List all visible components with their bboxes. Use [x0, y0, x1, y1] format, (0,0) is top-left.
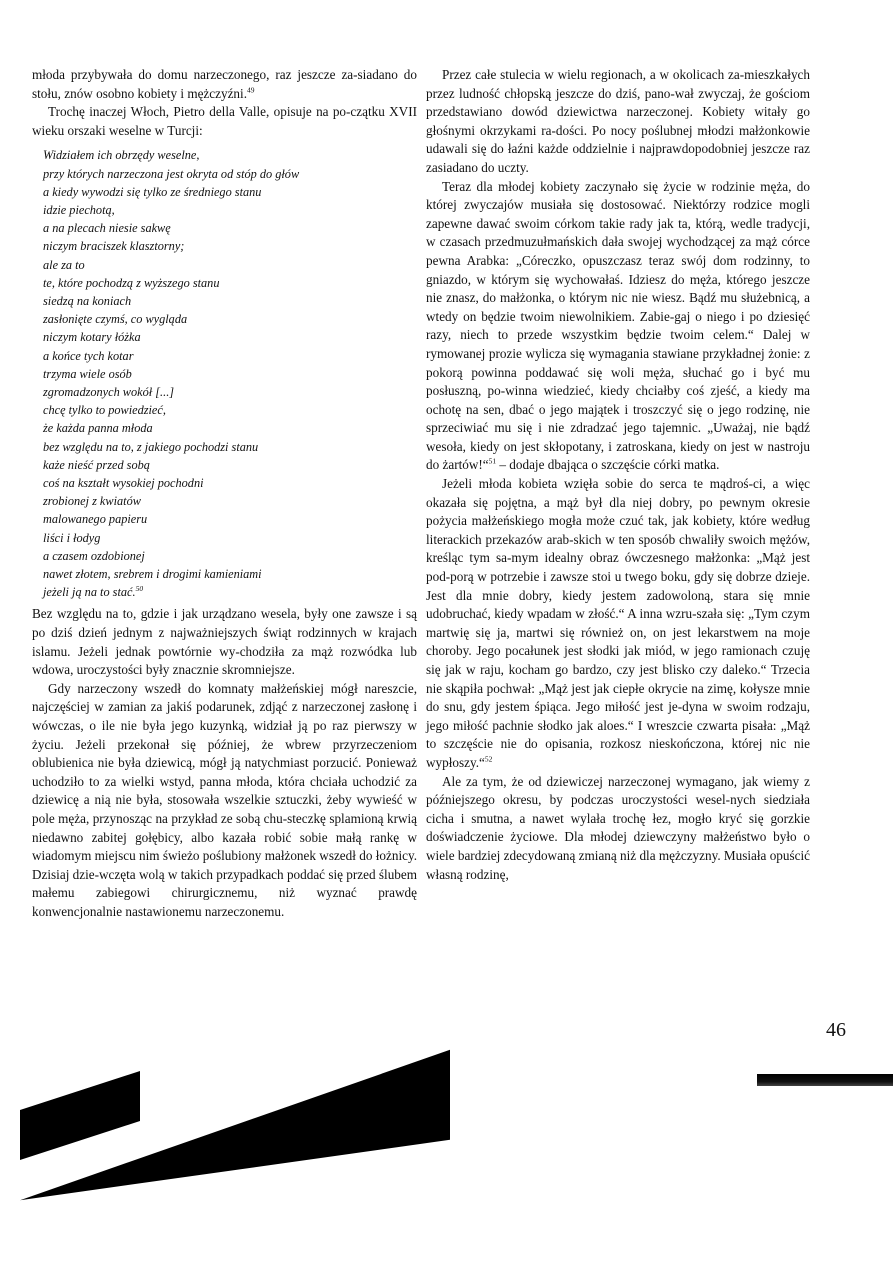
left-paragraph-3: Bez względu na to, gdzie i jak urządzano wesela, były one zawsze i są po dziś dzień jednym z najważniejszych świąt rodzinnych w krajach islamu. Jeżeli jednak powtórnie wy-chodziła za mąż rozwódka lub wdowa, uroczystości były znacznie skromniejsze. [32, 606, 417, 678]
poem-line: idzie piechotą, [43, 202, 115, 217]
poem-line: zrobionej z kwiatów [43, 494, 141, 509]
footnote-ref-52: 52 [484, 754, 493, 764]
poem-line: a kiedy wywodzi się tylko ze średniego stanu [43, 184, 262, 199]
poem-line: niczym kotary łóżka [43, 330, 141, 345]
right-column [426, 66, 810, 884]
footnote-ref-51: 51 [488, 457, 497, 467]
poem-line-last [43, 583, 417, 601]
poem-line: malowanego papieru [43, 512, 148, 527]
poem-line: siedzą na koniach [43, 294, 132, 308]
left-paragraph-1-text: młoda przybywała do domu narzeczonego, raz jeszcze za-siadano do stołu, znów osobno kobiety i mężczyźni. [32, 67, 417, 101]
left-column [32, 66, 417, 922]
footnote-ref-50: 50 [135, 584, 144, 594]
left-paragraph-2: Trochę inaczej Włoch, Pietro della Valle, opisuje na po-czątku XVII wieku orszaki weselne w Turcji: [32, 104, 417, 138]
poem-line: liści i łodyg [43, 530, 101, 545]
page-number: 46 [826, 1019, 846, 1041]
quoted-poem [43, 146, 417, 601]
poem-line: trzyma wiele osób [43, 366, 132, 381]
right-paragraph-2-text: Teraz dla młodej kobiety zaczynało się życie w rodzinie męża, do której zwyczajów musiała się dostosować. Niektórzy rodzice mogli zapewne dawać swoim córkom takie rady jak ta, którą, wedle tradycji, w czasach przedmuzułmańskich dała swojej wychodzącej za mąż córce pewna Arabka: „Córeczko, opuszczasz teraz swój dom rodzinny, to gniazdo, w którym się wychowałaś. Idziesz do męża, którego jeszcze nie znasz, do małżonka, o którym nic nie wiesz. Bądź mu służebnicą, a wtedy on będzie twoim niewolnikiem. Zabie-gaj o niego i po dziesięć razy, niech to przede wszystkim będzie twoim celem.“ Dalej w rymowanej prozie wylicza się wymagania stawiane przykładnej żonie: z pokorą powinna poddawać się woli męża, słuchać go i być mu posłuszną, po-winna wiedzieć, kiedy chciałby coś zjeść, a kiedy ma ochotę na sen, dbać o jego majątek i troszczyć się o jego rodzinę, nie sprzeciwiać mu się i nie zdradzać jego tajemnic. „Uważaj, nie bądź wesoła, kiedy on jest skłopotany, i zatroskana, kiedy on jest w nastroju do żartów!“ [426, 178, 810, 473]
poem-line: każe nieść przed sobą [43, 457, 150, 472]
left-paragraph-1 [32, 66, 417, 103]
poem-line: nawet złotem, srebrem i drogimi kamieniami [43, 567, 262, 582]
right-paragraph-3-text: Jeżeli młoda kobieta wzięła sobie do serca te mądroś-ci, a więc okazała się pojętna, a mąż był dla niej dobry, po pewnym okresie pożycia małżeńskiego mogła może czuć tak, jak kobiety, które według literackich przekazów arab-skich w ten sposób chwaliły swoich mężów, kreśląc tym sa-mym idealny obraz ówczesnego małżonka: „Mąż jest pod-porą w potrzebie i zawsze stoi u twego boku, gdy się dobrze dzieje. Jest dla mnie dobry, kiedy jestem zadowoloną, stara się mnie udobruchać, kiedy wpadam w złość.“ A inna wzru-szała się: „Tym czym martwię się ja, martwi się również on, on jest lekarstwem na moje choroby. Jego pocałunek jest słodki jak miód, w jego ramionach czuję się jak w raju, kocham go bardzo, czy jest blisko czy daleko.“ Trzecia nie skąpiła pochwał: „Mąż jest jak ciepłe okrycie na zimę, kołysze mnie do snu, gdy jestem śpiąca. Jego miłość jest je-dyna w swoim rodzaju, jego miłość pachnie słodko jak aloes.“ I wreszcie czwarta pisała: „Mąż to szczęście nie do opisania, rozkosz nieskończona, której nic nie wypłoszy.“ [426, 476, 810, 770]
poem-line: bez względu na to, z jakiego pochodzi stanu [43, 439, 259, 454]
poem-line: zasłonięte czymś, co wygląda [43, 312, 188, 327]
poem-line: chcę tylko to powiedzieć, [43, 403, 166, 418]
poem-line: że każda panna młoda [43, 421, 153, 436]
poem-line: przy których narzeczona jest okryta od stóp do głów [43, 166, 300, 181]
right-paragraph-3 [426, 475, 810, 773]
poem-line: Widziałem ich obrzędy weselne, [43, 148, 200, 163]
right-paragraph-4: Ale za tym, że od dziewiczej narzeczonej wymagano, jak wiemy z późniejszego okresu, by podczas uroczystości wesel-nych siedziała cicha i smutna, a nawet wylała trochę łez, mogło kryć się gorzkie doświadczenie życiowe. Dla młodej dziewczyny małżeństwo było o wiele bardziej zdecydowaną zmianą niż dla mężczyzny. Musiała opuścić własną rodzinę, [426, 773, 810, 882]
poem-line-last-text: jeżeli ją na to stać. [43, 585, 136, 600]
poem-line: coś na kształt wysokiej pochodni [43, 476, 204, 491]
poem-line: zgromadzonych wokół [...] [43, 385, 175, 400]
poem-line: te, które pochodzą z wyższego stanu [43, 275, 220, 290]
right-paragraph-1: Przez całe stulecia w wielu regionach, a w okolicach za-mieszkałych przez ludność chłopską jeszcze do dziś, pano-wał zwyczaj, że gościom przedstawiano dowód dziewictwa narzeczonej. Kobiety witały go głośnymi okrzykami ra-dości. Po nocy poślubnej młodzi małżonkowie udawali się do łaźni każde oddzielnie i najprawdopodobniej jeszcze raz zasiadano do uczty. [426, 67, 810, 175]
left-paragraph-4: Gdy narzeczony wszedł do komnaty małżeńskiej mógł nareszcie, najczęściej w zamian za jakiś podarunek, zdjąć z narzeczonej zasłonę i wówczas, o ile nie była jego kuzynką, widział ją po raz pierwszy w życiu. Jeżeli przekonał się później, że wbrew przyrzeczeniom oblubienica nie była dziewicą, mógł ją natychmiast porzucić. Ponieważ uchodziło to za wielki wstyd, panna młoda, która chciała uchodzić za dziewicę a nią nie była, stosowała wszelkie sztuczki, żeby wywieść w pole męża, przynosząc na przykład ze sobą chu-steczkę splamioną krwią niedawno zabitej gołębicy, albo kazała robić sobie małą rankę w wiadomym miejscu nim świeżo poślubiony małżonek wszedł do łożnicy. Dzisiaj dzie-wczęta wolą w takich przypadkach poddać się przed ślubem małemu zabiegowi chirurgicznemu, niż wyznać prawdę konwencjonalnie nastawionemu narzeczonemu. [32, 680, 417, 919]
footnote-ref-49: 49 [247, 85, 255, 95]
poem-line: niczym braciszek klasztorny; [43, 239, 185, 254]
scan-artifact-right [757, 1074, 893, 1086]
poem-line: a końce tych kotar [43, 348, 134, 363]
right-paragraph-2-tail: – dodaje dbająca o szczęście córki matka. [496, 457, 720, 473]
poem-line: ale za to [43, 257, 85, 272]
right-paragraph-2 [426, 178, 810, 476]
poem-line: a czasem ozdobionej [43, 548, 145, 563]
poem-line: a na plecach niesie sakwę [43, 221, 171, 236]
